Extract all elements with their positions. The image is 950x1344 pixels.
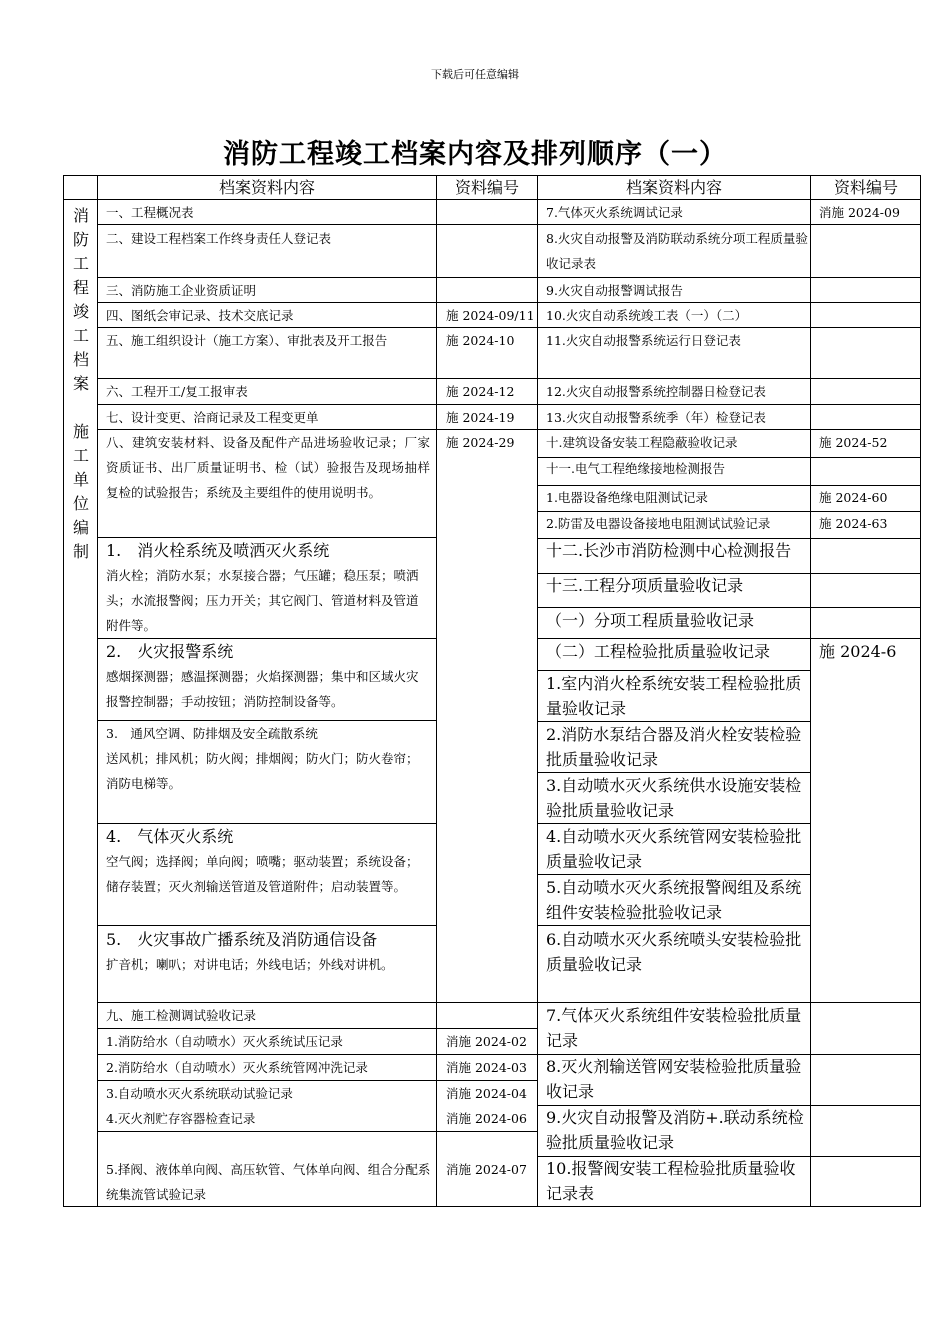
left-item-text: 三、消防施工企业资质证明 [106,283,257,298]
right-item-text: 10.报警阀安装工程检验批质量验收记录表 [546,1159,796,1203]
right-item-text: 十.建筑设备安装工程隐蔽验收记录 [546,435,738,450]
system-title: 3. 通风空调、防排烟及安全疏散系统 [106,726,318,741]
right-item-text: 7.气体灭火系统组件安装检验批质量记录 [546,1006,802,1050]
right-item-text: 6.自动喷水灭火系统喷头安装检验批质量验收记录 [546,930,802,974]
archive-table [63,175,921,1207]
system-title: 4. 气体灭火系统 [106,827,234,846]
right-item-text: 3.自动喷水灭火系统供水设施安装检验批质量验收记录 [546,776,802,820]
right-item-text: 11.火灾自动报警系统运行日登记表 [546,333,741,348]
left-item-text: 1.消防给水（自动喷水）灭火系统试压记录 [106,1034,343,1049]
left-item-code: 施 2024-12 [446,384,515,399]
left-code-header: 资料编号 [454,178,519,197]
left-content-header: 档案资料内容 [218,178,315,197]
right-item-text: 13.火灾自动报警系统季（年）检登记表 [546,410,766,425]
left-item-text: 二、建设工程档案工作终身责任人登记表 [106,231,332,246]
side-label: 消 防 工 程 竣 工 档 案 施 工 单 位 编 制 [72,206,89,561]
right-item-text: 十三.工程分项质量验收记录 [546,576,744,595]
left-item-code: 消施 2024-04 [446,1086,527,1101]
right-item-text: 十二.长沙市消防检测中心检测报告 [546,541,792,560]
right-item-code: 施 2024-60 [819,490,888,505]
system-components: 扩音机；喇叭；对讲电话；外线电话；外线对讲机。 [106,957,394,972]
left-item-code: 施 2024-29 [446,435,515,450]
system-title: 2. 火灾报警系统 [106,642,234,661]
right-item-text: 2.消防水泵结合器及消火栓安装检验批质量验收记录 [546,725,802,769]
right-item-code: 施 2024-63 [819,516,888,531]
right-item-text: 7.气体灭火系统调试记录 [546,205,683,220]
right-item-text: 8.灭火剂输送管网安装检验批质量验收记录 [546,1057,802,1101]
right-item-text: 4.自动喷水灭火系统管网安装检验批质量验收记录 [546,827,802,871]
right-item-text: 8.火灾自动报警及消防联动系统分项工程质量验收记录表 [546,231,808,271]
left-item-text: 四、图纸会审记录、技术交底记录 [106,308,294,323]
system-components: 感烟探测器；感温探测器；火焰探测器；集中和区域火灾报警控制器；手动按钮；消防控制设备等。 [106,669,419,709]
right-item-text: 2.防雷及电器设备接地电阻测试试验记录 [546,516,771,531]
left-item-text: 4.灭火剂贮存容器检查记录 [106,1111,256,1126]
left-item-text: 八、建筑安装材料、设备及配件产品进场验收记录；厂家资质证书、出厂质量证明书、检（试）验报告及现场抽样复检的试验报告；系统及主要组件的使用说明书。 [106,435,430,500]
left-item-code: 消施 2024-03 [446,1060,527,1075]
left-item-text: 九、施工检测调试验收记录 [106,1008,257,1023]
left-item-text: 2.消防给水（自动喷水）灭火系统管网冲洗记录 [106,1060,368,1075]
right-item-code: 施 2024-6 [819,642,897,661]
right-code-header: 资料编号 [833,178,898,197]
right-item-text: 9.火灾自动报警及消防+.联动系统检验批质量验收记录 [546,1108,804,1152]
right-item-text: 5.自动喷水灭火系统报警阀组及系统组件安装检验批验收记录 [546,878,802,922]
right-item-text: （一）分项工程质量验收记录 [546,611,755,630]
system-components: 空气阀；选择阀；单向阀；喷嘴；驱动装置；系统设备；储存装置；灭火剂输送管道及管道附件；启动装置等。 [106,854,419,894]
system-components: 消火栓；消防水泵；水泵接合器；气压罐；稳压泵；喷洒头；水流报警阀；压力开关；其它阀门、管道材料及管道附件等。 [106,568,419,633]
left-item-code: 施 2024-10 [446,333,515,348]
left-item-text: 一、工程概况表 [106,205,194,220]
left-item-text: 5.择阀、液体单向阀、高压软管、气体单向阀、组合分配系统集流管试验记录 [106,1162,431,1202]
left-item-code: 施 2024-09/11 [446,308,535,323]
left-item-code: 消施 2024-06 [446,1111,527,1126]
left-item-text: 七、设计变更、洽商记录及工程变更单 [106,410,319,425]
right-item-text: 1.室内消火栓系统安装工程检验批质量验收记录 [546,674,802,718]
left-item-text: 六、工程开工/复工报审表 [106,384,248,399]
left-item-text: 3.自动喷水灭火系统联动试验记录 [106,1086,293,1101]
right-item-text: 10.火灾自动系统竣工表（一）（二） [546,308,748,323]
right-content-header: 档案资料内容 [625,178,722,197]
right-item-text: 12.火灾自动报警系统控制器日检登记表 [546,384,766,399]
system-title: 1. 消火栓系统及喷洒灭火系统 [106,541,330,560]
left-item-code: 消施 2024-02 [446,1034,527,1049]
right-item-code: 消施 2024-09 [819,205,900,220]
system-components: 送风机；排风机；防火阀；排烟阀；防火门；防火卷帘；消防电梯等。 [106,751,419,791]
left-item-text: 五、施工组织设计（施工方案）、审批表及开工报告 [106,333,388,348]
left-item-code: 消施 2024-07 [446,1162,527,1177]
right-item-text: 9.火灾自动报警调试报告 [546,283,683,298]
right-item-text: 1.电器设备绝缘电阻测试记录 [546,490,708,505]
page-title: 消防工程竣工档案内容及排列顺序（一） [223,139,727,170]
system-title: 5. 火灾事故广播系统及消防通信设备 [106,930,378,949]
right-item-text: （二）工程检验批质量验收记录 [546,642,771,661]
header-note: 下载后可任意编辑 [431,68,519,81]
right-item-code: 施 2024-52 [819,435,888,450]
left-item-code: 施 2024-19 [446,410,515,425]
right-item-text: 十一.电气工程绝缘接地检测报告 [546,461,725,476]
